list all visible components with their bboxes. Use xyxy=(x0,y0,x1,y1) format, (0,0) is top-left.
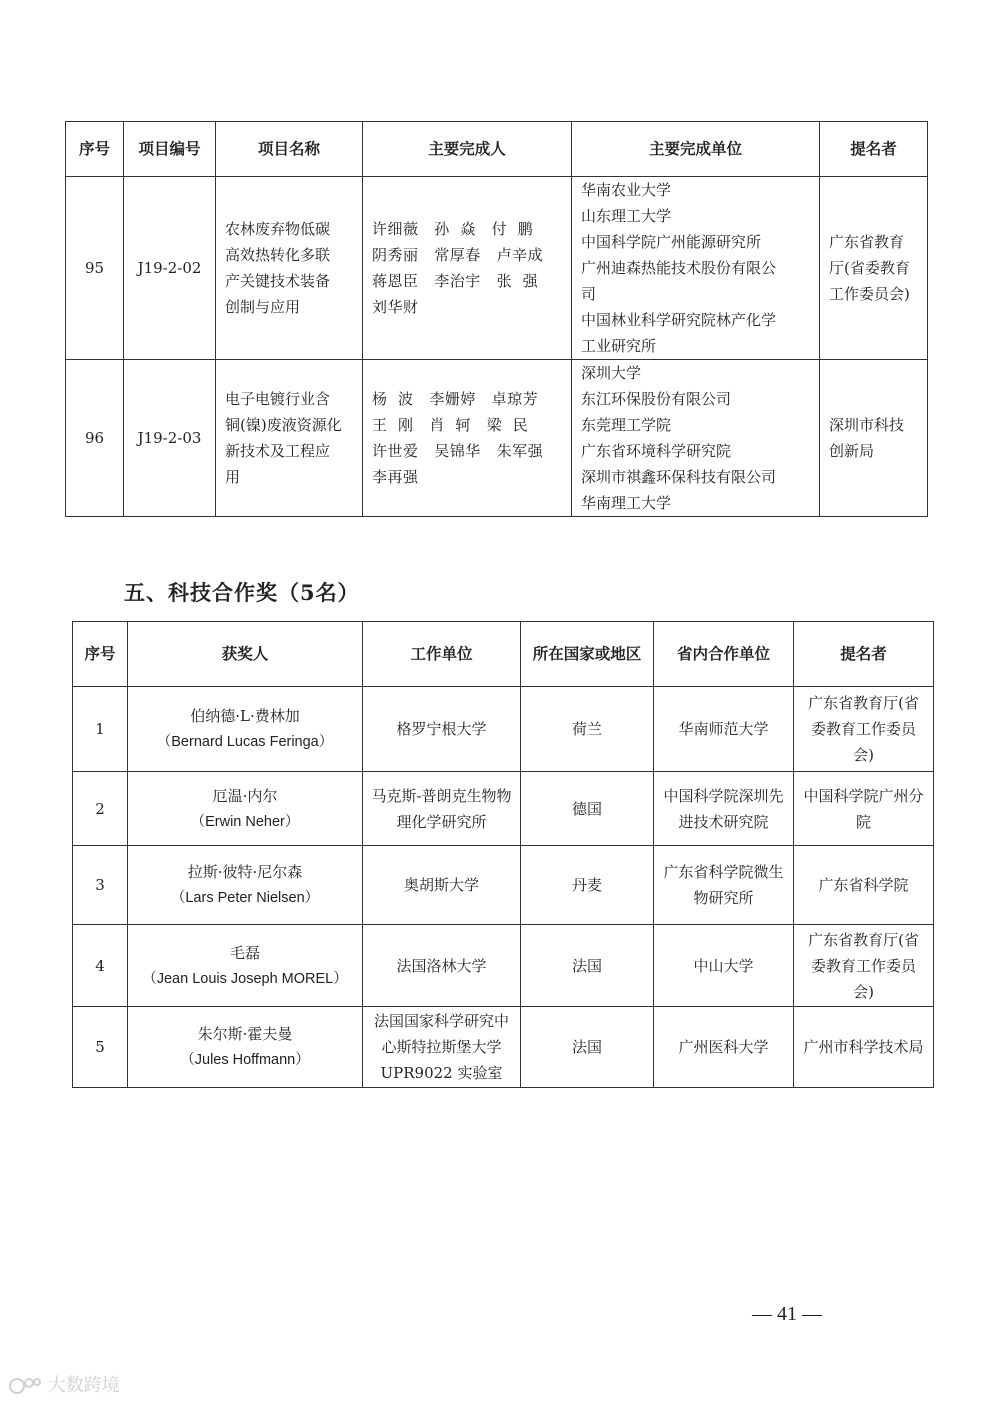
row-work-unit xyxy=(363,687,521,772)
awardee-name-cn: 朱尔斯·霍夫曼 xyxy=(197,1025,293,1043)
text-line: 司 xyxy=(581,285,597,303)
row-people xyxy=(363,177,572,360)
table-row xyxy=(73,925,934,1007)
row-seq: 4 xyxy=(73,925,128,1007)
row-awardee xyxy=(128,772,363,846)
text-line: 刘华财 xyxy=(372,298,419,316)
row-work-unit xyxy=(363,772,521,846)
row-people xyxy=(363,360,572,517)
awardee-name-en: （Bernard Lucas Feringa） xyxy=(156,734,334,750)
table-row xyxy=(66,177,928,360)
text-line: 广东省教育厅(省 xyxy=(808,930,919,949)
text-line: 工业研究所 xyxy=(581,337,657,355)
row-work-unit xyxy=(363,846,521,925)
row-work-unit xyxy=(363,925,521,1007)
text-line: 王 刚 肖 轲 梁 民 xyxy=(372,416,529,434)
row-seq: 3 xyxy=(73,846,128,925)
awardee-name-cn: 毛磊 xyxy=(229,943,260,962)
text-line: 深圳大学 xyxy=(581,364,642,382)
row-nominator xyxy=(794,1007,934,1088)
table1-header-units: 主要完成单位 xyxy=(572,122,820,177)
row-country: 丹麦 xyxy=(521,846,654,925)
awardee-name-en: （Jules Hoffmann） xyxy=(180,1052,310,1068)
text-line: 理化学研究所 xyxy=(396,812,487,831)
awardee-name-en: （Erwin Neher） xyxy=(190,813,300,830)
table2-header-work-unit: 工作单位 xyxy=(363,622,521,687)
text-line: 中国科学院深圳先 xyxy=(663,786,784,805)
awardee-name-cn: 拉斯·彼特·尼尔森 xyxy=(187,863,303,881)
watermark-logo-icon xyxy=(8,1376,42,1396)
text-line: 深圳市科技 xyxy=(829,416,905,434)
text-line: 产关键技术装备 xyxy=(225,272,331,290)
text-line: 院 xyxy=(855,812,871,831)
row-coop-unit xyxy=(654,687,794,772)
row-awardee xyxy=(128,687,363,772)
row-seq: 95 xyxy=(66,177,124,360)
row-coop-unit xyxy=(654,1007,794,1088)
row-country: 法国 xyxy=(521,1007,654,1088)
text-line: 中山大学 xyxy=(693,956,754,975)
text-line: 电子电镀行业含 xyxy=(225,390,331,408)
text-line: 许细薇 孙 焱 付 鹏 xyxy=(372,220,534,238)
text-line: 进技术研究院 xyxy=(678,812,769,831)
text-line: 农林废弃物低碳 xyxy=(225,220,331,238)
table-row xyxy=(73,846,934,925)
table2-header-row xyxy=(73,622,934,687)
row-seq: 2 xyxy=(73,772,128,846)
row-coop-unit xyxy=(654,846,794,925)
text-line: 马克斯-普朗克生物物 xyxy=(371,786,512,805)
table1-header-nominator: 提名者 xyxy=(820,122,928,177)
awards-table-cooperation xyxy=(72,621,934,1088)
row-seq: 1 xyxy=(73,687,128,772)
row-seq: 5 xyxy=(73,1007,128,1088)
row-nominator xyxy=(794,925,934,1007)
row-coop-unit xyxy=(654,925,794,1007)
row-country: 法国 xyxy=(521,925,654,1007)
text-line: 山东理工大学 xyxy=(581,207,672,225)
table2-header-country: 所在国家或地区 xyxy=(521,622,654,687)
text-line: 委教育工作委员 xyxy=(810,956,916,975)
text-line: 法国洛林大学 xyxy=(396,956,487,975)
text-line: 格罗宁根大学 xyxy=(396,720,487,738)
text-line: 新技术及工程应 xyxy=(225,442,331,460)
text-line: 广东省教育 xyxy=(829,233,905,251)
awardee-name-cn: 伯纳德·L·费林加 xyxy=(190,707,300,725)
text-line: 广东省环境科学研究院 xyxy=(581,442,732,460)
text-line: 广州迪森热能技术股份有限公 xyxy=(581,259,777,277)
text-line: UPR9022 实验室 xyxy=(380,1064,503,1082)
row-awardee xyxy=(128,846,363,925)
awardee-name-en: （Lars Peter Nielsen） xyxy=(170,890,320,906)
row-units xyxy=(572,360,820,517)
text-line: 高效热转化多联 xyxy=(225,246,331,264)
section-title: 五、科技合作奖（5名） xyxy=(124,580,360,605)
row-work-unit xyxy=(363,1007,521,1088)
text-line: 创制与应用 xyxy=(225,298,301,316)
text-line: 奥胡斯大学 xyxy=(403,876,479,894)
text-line: 中国林业科学研究院林产化学 xyxy=(581,311,777,329)
table1-header-people: 主要完成人 xyxy=(363,122,572,177)
row-code: J19-2-02 xyxy=(124,177,216,360)
text-line: 会) xyxy=(853,982,874,1001)
text-line: 广东省教育厅(省 xyxy=(808,694,919,712)
text-line: 深圳市祺鑫环保科技有限公司 xyxy=(581,468,777,486)
text-line: 李再强 xyxy=(372,468,419,486)
row-nominator xyxy=(794,772,934,846)
text-line: 广州市科学技术局 xyxy=(803,1038,924,1056)
text-line: 东莞理工学院 xyxy=(581,416,672,434)
watermark xyxy=(8,1371,120,1397)
row-nominator xyxy=(820,177,928,360)
table1-header-seq: 序号 xyxy=(66,122,124,177)
text-line: 铜(镍)废液资源化 xyxy=(225,416,342,434)
table1-header-name: 项目名称 xyxy=(216,122,363,177)
row-project-name xyxy=(216,177,363,360)
table-row xyxy=(73,687,934,772)
row-project-name xyxy=(216,360,363,517)
text-line: 用 xyxy=(225,468,241,486)
awards-table-2nd-prize xyxy=(65,121,928,517)
row-awardee xyxy=(128,925,363,1007)
row-seq: 96 xyxy=(66,360,124,517)
text-line: 东江环保股份有限公司 xyxy=(581,390,732,408)
text-line: 心斯特拉斯堡大学 xyxy=(381,1038,502,1056)
table2-header-coop-unit: 省内合作单位 xyxy=(654,622,794,687)
row-coop-unit xyxy=(654,772,794,846)
table1-header-row xyxy=(66,122,928,177)
text-line: 创新局 xyxy=(829,442,875,460)
awardee-name-en: （Jean Louis Joseph MOREL） xyxy=(142,970,348,987)
text-line: 工作委员会) xyxy=(829,285,910,303)
text-line: 蒋恩臣 李治宇 张 强 xyxy=(372,272,539,290)
text-line: 广州医科大学 xyxy=(678,1038,769,1056)
awardee-name-cn: 厄温·内尔 xyxy=(212,786,278,805)
watermark-text: 大数跨境 xyxy=(47,1375,120,1396)
text-line: 中国科学院广州能源研究所 xyxy=(581,233,762,251)
text-line: 物研究所 xyxy=(693,889,754,907)
row-country: 荷兰 xyxy=(521,687,654,772)
table-row xyxy=(66,360,928,517)
text-line: 厅(省委教育 xyxy=(829,259,910,277)
row-nominator xyxy=(820,360,928,517)
row-units xyxy=(572,177,820,360)
text-line: 阴秀丽 常厚春 卢辛成 xyxy=(372,246,544,264)
table-row xyxy=(73,1007,934,1088)
text-line: 杨 波 李姗婷 卓琼芳 xyxy=(372,390,539,408)
row-awardee xyxy=(128,1007,363,1088)
table1-header-code: 项目编号 xyxy=(124,122,216,177)
text-line: 中国科学院广州分 xyxy=(803,786,924,805)
text-line: 广东省科学院 xyxy=(818,876,909,894)
text-line: 华南师范大学 xyxy=(678,720,769,738)
row-nominator xyxy=(794,846,934,925)
row-country: 德国 xyxy=(521,772,654,846)
text-line: 广东省科学院微生 xyxy=(663,863,784,881)
text-line: 华南农业大学 xyxy=(581,181,672,199)
text-line: 法国国家科学研究中 xyxy=(373,1012,509,1030)
text-line: 许世爱 吴锦华 朱军强 xyxy=(372,442,544,460)
table-row xyxy=(73,772,934,846)
row-code: J19-2-03 xyxy=(124,360,216,517)
table2-header-awardee: 获奖人 xyxy=(128,622,363,687)
page-number: — 41 — xyxy=(752,1303,822,1325)
text-line: 华南理工大学 xyxy=(581,494,672,512)
text-line: 会) xyxy=(853,746,874,764)
table2-header-seq: 序号 xyxy=(73,622,128,687)
table2-header-nominator: 提名者 xyxy=(794,622,934,687)
text-line: 委教育工作委员 xyxy=(810,720,916,738)
row-nominator xyxy=(794,687,934,772)
